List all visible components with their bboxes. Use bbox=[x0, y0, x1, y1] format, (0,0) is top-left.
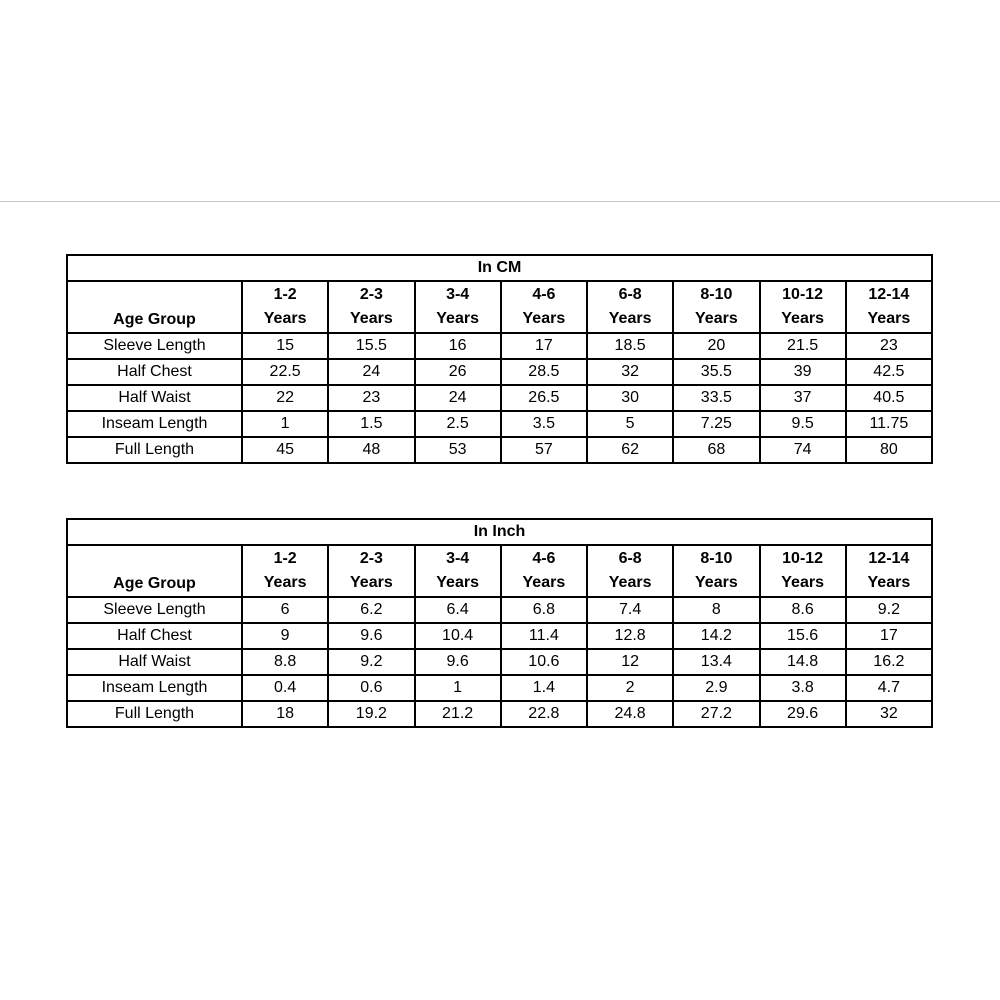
table-cell: 18 bbox=[242, 701, 328, 727]
age-unit: Years bbox=[263, 574, 307, 591]
age-column-header bbox=[587, 545, 673, 597]
table-cell: 26 bbox=[415, 359, 501, 385]
age-range: 1-2 bbox=[273, 550, 297, 567]
age-column-header bbox=[760, 545, 846, 597]
table-cell: 22 bbox=[242, 385, 328, 411]
table-cell: 1.5 bbox=[328, 411, 414, 437]
table-cell: 20 bbox=[673, 333, 759, 359]
table-cell: 2.5 bbox=[415, 411, 501, 437]
table-cell: 15.5 bbox=[328, 333, 414, 359]
age-range: 1-2 bbox=[273, 286, 297, 303]
row-label: Sleeve Length bbox=[67, 333, 242, 359]
table-header-row bbox=[67, 281, 932, 333]
table-cell: 22.8 bbox=[501, 701, 587, 727]
table-cell: 24 bbox=[415, 385, 501, 411]
row-label: Sleeve Length bbox=[67, 597, 242, 623]
table-cell: 23 bbox=[846, 333, 932, 359]
table-cell: 40.5 bbox=[846, 385, 932, 411]
row-label: Inseam Length bbox=[67, 411, 242, 437]
table-cell: 0.4 bbox=[242, 675, 328, 701]
age-range: 4-6 bbox=[532, 550, 556, 567]
age-column-header bbox=[760, 281, 846, 333]
age-unit: Years bbox=[867, 310, 911, 327]
table-cell: 30 bbox=[587, 385, 673, 411]
table-cell: 21.2 bbox=[415, 701, 501, 727]
age-range: 8-10 bbox=[700, 286, 733, 303]
table-row bbox=[67, 385, 932, 411]
table-cell: 14.2 bbox=[673, 623, 759, 649]
age-unit: Years bbox=[608, 574, 652, 591]
table-cell: 8.8 bbox=[242, 649, 328, 675]
table-cell: 0.6 bbox=[328, 675, 414, 701]
table-cell: 62 bbox=[587, 437, 673, 463]
table-cell: 19.2 bbox=[328, 701, 414, 727]
age-column-header bbox=[501, 545, 587, 597]
age-range: 4-6 bbox=[532, 286, 556, 303]
table-cell: 29.6 bbox=[760, 701, 846, 727]
table-cell: 6 bbox=[242, 597, 328, 623]
table-cell: 12.8 bbox=[587, 623, 673, 649]
table-cell: 15 bbox=[242, 333, 328, 359]
table-cell: 8 bbox=[673, 597, 759, 623]
table-cell: 9.6 bbox=[415, 649, 501, 675]
age-range: 10-12 bbox=[782, 286, 824, 303]
row-label: Inseam Length bbox=[67, 675, 242, 701]
size-table-cm bbox=[66, 254, 933, 464]
age-unit: Years bbox=[695, 310, 738, 327]
table-cell: 2.9 bbox=[673, 675, 759, 701]
age-range: 2-3 bbox=[359, 550, 383, 567]
horizontal-divider bbox=[0, 201, 1000, 202]
table-cell: 8.6 bbox=[760, 597, 846, 623]
table-cell: 17 bbox=[501, 333, 587, 359]
age-column-header bbox=[846, 281, 932, 333]
table-cell: 1 bbox=[415, 675, 501, 701]
age-unit: Years bbox=[350, 574, 393, 591]
age-range: 12-14 bbox=[868, 286, 910, 303]
age-range: 6-8 bbox=[618, 550, 642, 567]
table-cell: 4.7 bbox=[846, 675, 932, 701]
table-cell: 26.5 bbox=[501, 385, 587, 411]
table-cell: 9 bbox=[242, 623, 328, 649]
table-cell: 80 bbox=[846, 437, 932, 463]
table-cell: 23 bbox=[328, 385, 414, 411]
row-label: Half Chest bbox=[67, 623, 242, 649]
table-title-row bbox=[67, 255, 932, 281]
table-cell: 32 bbox=[846, 701, 932, 727]
table-row bbox=[67, 411, 932, 437]
table-cell: 9.2 bbox=[846, 597, 932, 623]
table-cell: 13.4 bbox=[673, 649, 759, 675]
age-column-header bbox=[242, 281, 328, 333]
age-column-header bbox=[673, 545, 759, 597]
table-row bbox=[67, 437, 932, 463]
table-cell: 42.5 bbox=[846, 359, 932, 385]
age-column-header bbox=[673, 281, 759, 333]
age-column-header bbox=[328, 545, 414, 597]
row-label: Half Chest bbox=[67, 359, 242, 385]
table-cell: 28.5 bbox=[501, 359, 587, 385]
table-cell: 32 bbox=[587, 359, 673, 385]
table-cell: 3.8 bbox=[760, 675, 846, 701]
table-cell: 27.2 bbox=[673, 701, 759, 727]
table-cell: 6.2 bbox=[328, 597, 414, 623]
age-unit: Years bbox=[608, 310, 652, 327]
age-range: 10-12 bbox=[782, 550, 824, 567]
age-range: 12-14 bbox=[868, 550, 910, 567]
age-group-header: Age Group bbox=[67, 545, 242, 597]
table-cell: 18.5 bbox=[587, 333, 673, 359]
table-cell: 1 bbox=[242, 411, 328, 437]
row-label: Full Length bbox=[67, 437, 242, 463]
size-table-inch bbox=[66, 518, 933, 728]
table-cell: 48 bbox=[328, 437, 414, 463]
table-cell: 68 bbox=[673, 437, 759, 463]
table-cell: 37 bbox=[760, 385, 846, 411]
table-cell: 57 bbox=[501, 437, 587, 463]
table-cell: 35.5 bbox=[673, 359, 759, 385]
row-label: Full Length bbox=[67, 701, 242, 727]
table-cell: 7.25 bbox=[673, 411, 759, 437]
table-cell: 11.75 bbox=[846, 411, 932, 437]
age-column-header bbox=[587, 281, 673, 333]
age-range: 2-3 bbox=[359, 286, 383, 303]
age-unit: Years bbox=[781, 310, 824, 327]
age-unit: Years bbox=[350, 310, 393, 327]
table-cell: 11.4 bbox=[501, 623, 587, 649]
table-row bbox=[67, 701, 932, 727]
table-header-row bbox=[67, 545, 932, 597]
table-cell: 39 bbox=[760, 359, 846, 385]
table-cell: 15.6 bbox=[760, 623, 846, 649]
row-label: Half Waist bbox=[67, 649, 242, 675]
table-cell: 3.5 bbox=[501, 411, 587, 437]
table-cell: 9.5 bbox=[760, 411, 846, 437]
table-cell: 16.2 bbox=[846, 649, 932, 675]
age-range: 3-4 bbox=[446, 550, 470, 567]
table-cell: 12 bbox=[587, 649, 673, 675]
table-cell: 45 bbox=[242, 437, 328, 463]
age-range: 6-8 bbox=[618, 286, 642, 303]
age-unit: Years bbox=[781, 574, 824, 591]
table-cell: 21.5 bbox=[760, 333, 846, 359]
age-range: 3-4 bbox=[446, 286, 470, 303]
table-title: In CM bbox=[67, 255, 932, 281]
age-column-header bbox=[415, 545, 501, 597]
table-cell: 33.5 bbox=[673, 385, 759, 411]
age-column-header bbox=[415, 281, 501, 333]
table-cell: 5 bbox=[587, 411, 673, 437]
table-cell: 6.8 bbox=[501, 597, 587, 623]
age-unit: Years bbox=[522, 310, 566, 327]
table-cell: 2 bbox=[587, 675, 673, 701]
table-title: In Inch bbox=[67, 519, 932, 545]
table-row bbox=[67, 597, 932, 623]
table-cell: 53 bbox=[415, 437, 501, 463]
table-row bbox=[67, 675, 932, 701]
age-unit: Years bbox=[263, 310, 307, 327]
table-row bbox=[67, 359, 932, 385]
age-group-header: Age Group bbox=[67, 281, 242, 333]
table-cell: 10.6 bbox=[501, 649, 587, 675]
age-range: 8-10 bbox=[700, 550, 733, 567]
table-cell: 24 bbox=[328, 359, 414, 385]
table-cell: 10.4 bbox=[415, 623, 501, 649]
table-cell: 7.4 bbox=[587, 597, 673, 623]
table-cell: 22.5 bbox=[242, 359, 328, 385]
table-cell: 74 bbox=[760, 437, 846, 463]
age-column-header bbox=[242, 545, 328, 597]
table-cell: 1.4 bbox=[501, 675, 587, 701]
table-cell: 14.8 bbox=[760, 649, 846, 675]
age-unit: Years bbox=[436, 310, 479, 327]
table-cell: 6.4 bbox=[415, 597, 501, 623]
age-column-header bbox=[501, 281, 587, 333]
age-unit: Years bbox=[695, 574, 738, 591]
age-column-header bbox=[846, 545, 932, 597]
table-row bbox=[67, 623, 932, 649]
table-cell: 17 bbox=[846, 623, 932, 649]
table-row bbox=[67, 333, 932, 359]
table-cell: 16 bbox=[415, 333, 501, 359]
age-column-header bbox=[328, 281, 414, 333]
age-unit: Years bbox=[522, 574, 566, 591]
table-cell: 24.8 bbox=[587, 701, 673, 727]
table-title-row bbox=[67, 519, 932, 545]
row-label: Half Waist bbox=[67, 385, 242, 411]
table-row bbox=[67, 649, 932, 675]
age-unit: Years bbox=[436, 574, 479, 591]
table-cell: 9.6 bbox=[328, 623, 414, 649]
table-cell: 9.2 bbox=[328, 649, 414, 675]
age-unit: Years bbox=[867, 574, 911, 591]
